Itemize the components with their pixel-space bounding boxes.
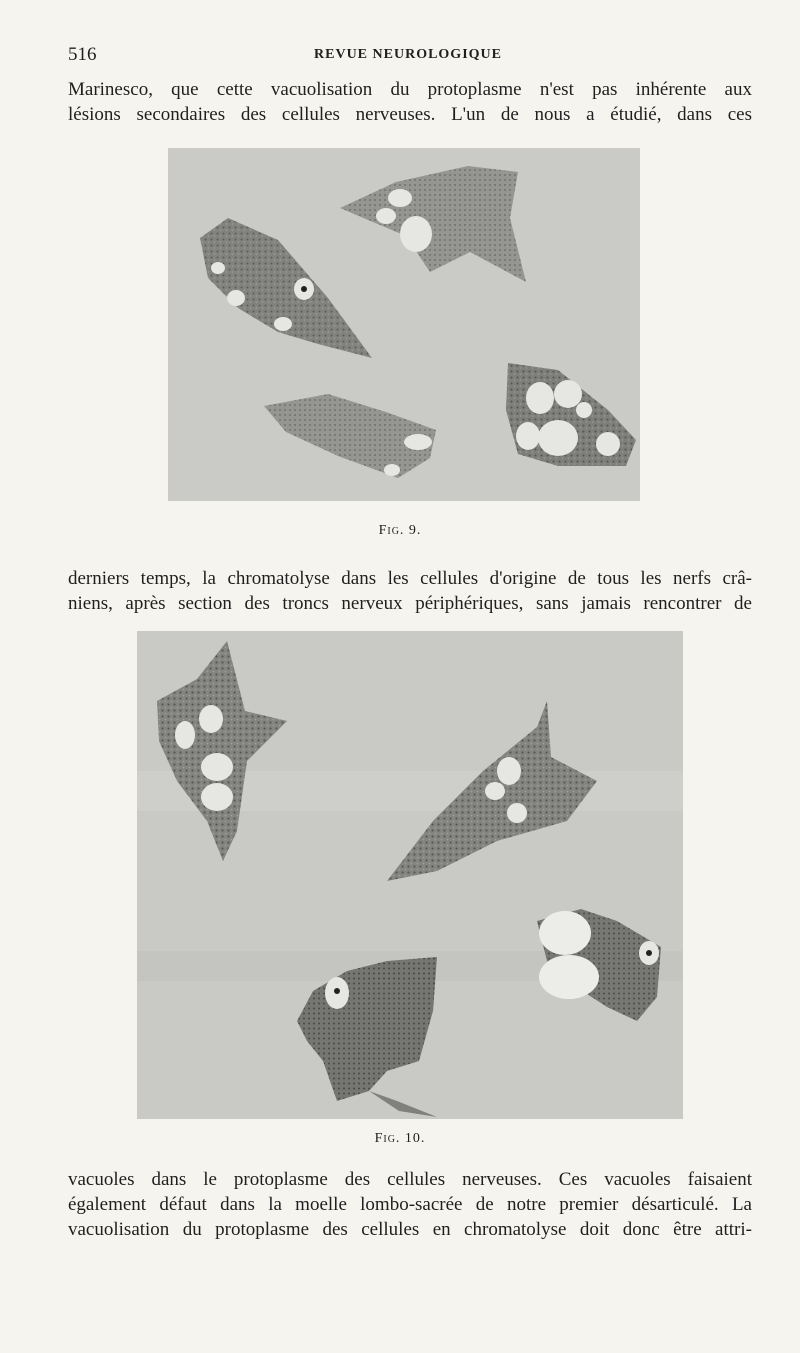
text-line: niens, après section des troncs nerveux périphériques, sans jamais rencontrer de [68,593,752,614]
figure-10-caption: Fig. 10. [374,1131,426,1146]
journal-title: REVUE NEUROLOGIQUE [314,47,502,62]
text-line: vacuolisation du protoplasme des cellules en chromatolyse doit donc être attri- [68,1219,752,1240]
text-line: Marinesco, que cette vacuolisation du protoplasme n'est pas inhérente aux [68,79,752,100]
figure-10-micrograph [137,631,683,1119]
paragraph-1 [68,77,752,127]
text-line: derniers temps, la chromatolyse dans les cellules d'origine de tous les nerfs crâ- [68,568,752,589]
paragraph-2 [68,566,752,616]
running-head [68,44,748,68]
text-line: vacuoles dans le protoplasme des cellules nerveuses. Ces vacuoles faisaient [68,1169,752,1190]
paragraph-3 [68,1167,752,1242]
page-number: 516 [68,44,97,65]
figure-9-caption: Fig. 9. [378,523,422,538]
text-line: lésions secondaires des cellules nerveuses. L'un de nous a étudié, dans ces [68,104,752,125]
text-line: également défaut dans la moelle lombo-sacrée de notre premier désarticulé. La [68,1194,752,1215]
figure-9-micrograph [168,148,640,501]
